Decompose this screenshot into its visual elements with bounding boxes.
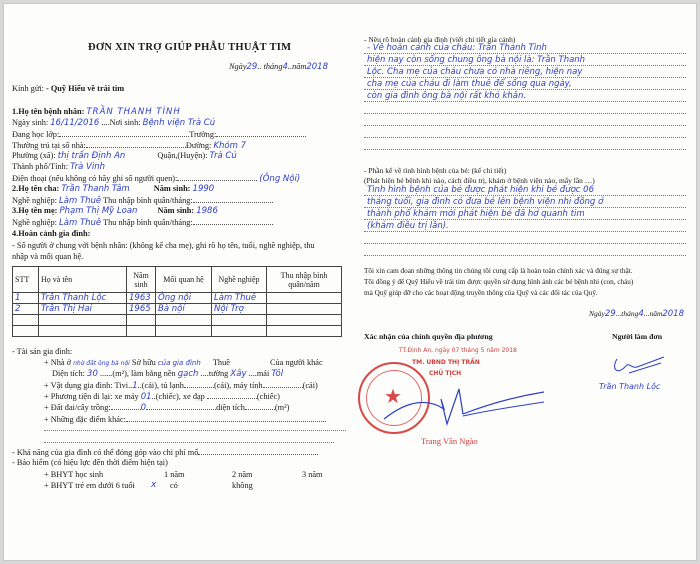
other-features-line — [44, 414, 326, 425]
motorbike-value: 01 — [140, 392, 152, 402]
circumstances-text-5: còn gia đình ông bà nội rất khó khăn. — [367, 91, 527, 101]
writing-line — [364, 65, 686, 66]
family-heading: 4.Hoàn cảnh gia đình: — [12, 229, 91, 238]
applicant-heading: Người làm đơn — [612, 332, 663, 341]
writing-line — [364, 219, 686, 220]
house-line — [44, 358, 323, 369]
circumstances-text-3: Lộc. Cha mẹ của cháu chưa có nhà riêng, hiện nay — [367, 67, 583, 77]
student-insurance-label: + BHYT học sinh — [44, 470, 104, 479]
cell-birth-year — [127, 315, 156, 326]
tv-label: + Vật dụng gia đình: Tivi — [44, 381, 129, 390]
circumstances-text-2: hiện nay còn sống chung ông bà nội là: Trần Thanh — [367, 55, 586, 65]
father-name-label: 2.Họ tên cha: — [12, 184, 60, 193]
col-relationship: Mối quan hệ — [156, 267, 212, 293]
ward-value: thị trấn Định An — [57, 151, 126, 161]
roof-value: Tôl — [271, 369, 284, 379]
land-line — [44, 402, 289, 413]
cell-relationship — [156, 315, 212, 326]
contribution-line — [12, 447, 318, 458]
cell-income — [267, 326, 342, 337]
scanned-document — [3, 3, 697, 561]
patient-name-value: TRẦN THANH TÌNH — [86, 107, 181, 117]
applicant-name: Trần Thanh Lộc — [599, 382, 661, 391]
left-page — [4, 4, 349, 560]
child-insurance-label: + BHYT trẻ em dưới 6 tuổi — [44, 481, 135, 490]
cell-occupation — [212, 326, 267, 337]
computer-label: (cái), máy tính — [213, 381, 263, 390]
blank-line — [44, 430, 346, 431]
mother-name-label: 3.Họ tên mẹ: — [12, 206, 58, 215]
motorbike-label: + Phương tiện đi lại: xe máy — [44, 392, 139, 401]
bicycle-label: (chiếc), xe đạp — [155, 392, 205, 401]
illness-text-3: thành phố khám mới phát hiện bé đã hở quanh tim — [367, 209, 585, 219]
document-title: ĐƠN XIN TRỢ GIÚP PHẪU THUẬT TIM — [88, 42, 292, 53]
father-birth-value: 1990 — [192, 184, 215, 194]
patient-address-line — [12, 140, 246, 151]
ward-label: Phường (xã): — [12, 151, 56, 160]
father-job-value: Làm Thuê — [59, 196, 102, 206]
dob-label: Ngày sinh: — [12, 118, 49, 127]
writing-line — [364, 137, 686, 138]
area-line: Diện tích: 30 ......(m²), làm bằng nền gạch ....tường Xây ....mái Tôl — [52, 369, 284, 379]
local-authority-heading: Xác nhận của chính quyền địa phương — [364, 332, 493, 341]
cell-stt — [13, 315, 39, 326]
cell-name: Trần Thanh Lộc — [39, 293, 127, 304]
cell-occupation — [212, 315, 267, 326]
area-value: 30 — [87, 369, 98, 379]
mother-line — [12, 206, 218, 216]
stamp-organization: TM. UBND THỊ TRẤN — [412, 359, 480, 366]
illness-sublabel: (Phát hiện bé bệnh khi nào, cách điều trị, khám ở bệnh viện nào, mấy lần …) — [364, 176, 595, 185]
col-name: Họ và tên — [39, 267, 127, 293]
patient-name-label: 1.Họ tên bệnh nhân: — [12, 107, 85, 116]
mother-job-value: Làm Thuê — [59, 218, 102, 228]
illness-text-2: tháng tuổi, gia đình có đưa bé lên bệnh viện nhi đồng ở — [367, 197, 604, 207]
area-unit: (m²), làm bằng nền — [112, 369, 176, 378]
house-type-value: nhờ đất ông bà nội — [73, 360, 130, 367]
writing-line — [364, 125, 686, 126]
land-value: 0 — [140, 403, 147, 413]
official-signature-icon — [379, 364, 549, 434]
cell-name — [39, 315, 127, 326]
sign-year-label: năm — [649, 309, 663, 318]
option-yes[interactable]: có — [170, 481, 178, 490]
declaration-line-3: mà Quỹ giúp đỡ cho các hoạt động truyền thông của Quỹ và các đối tác của Quỹ. — [364, 289, 598, 297]
option-3-years[interactable]: 3 năm — [302, 470, 323, 479]
sign-year-value: 2018 — [662, 309, 684, 319]
class-label: Đang học lớp: — [12, 130, 60, 139]
patient-name-line — [12, 107, 181, 117]
father-line — [12, 184, 214, 194]
illness-text-4: (khám điều trị lần). — [367, 221, 449, 231]
father-job-label: Nghề nghiệp: — [12, 196, 57, 205]
blank-line — [44, 442, 334, 443]
cell-occupation: Nội Trợ — [212, 304, 267, 315]
house-label: Thường trú tại số nhà: — [12, 141, 86, 150]
mother-birth-value: 1986 — [196, 206, 218, 216]
cell-birth-year: 1965 — [127, 304, 156, 315]
insurance-heading: - Bảo hiểm (có hiệu lực đến thời điểm hiện tại) — [12, 458, 168, 467]
district-value: Trà Cú — [209, 151, 237, 161]
wall-value: Xây — [230, 369, 247, 379]
stamp-date: TT.Định An, ngày 07 tháng 5 năm 2018 — [399, 347, 517, 354]
wall-label: tường — [208, 369, 229, 378]
applicant-signature-icon — [609, 351, 669, 379]
cell-stt: 1 — [13, 293, 39, 304]
land-area-label: diện tích — [216, 403, 245, 412]
star-icon: ★ — [384, 386, 402, 408]
option-1-year[interactable]: 1 năm — [164, 470, 185, 479]
patient-phone-line — [12, 173, 300, 184]
writing-line — [364, 101, 686, 102]
writing-line — [364, 243, 686, 244]
recipient-value: - Quỹ Hiểu về trái tim — [46, 84, 125, 93]
contribution-label: - Khả năng của gia đình có thể đóng góp vào chi phí mổ — [12, 448, 199, 457]
cell-birth-year: 1963 — [127, 293, 156, 304]
cell-relationship — [156, 326, 212, 337]
patient-class-line — [12, 129, 306, 140]
mother-job-line — [12, 217, 273, 228]
recipient-label: Kính gửi: — [12, 84, 44, 93]
area-label: Diện tích: — [52, 369, 85, 378]
stamp-title: CHỦ TỊCH — [429, 370, 462, 377]
other-features-label: + Những đặc điểm khác: — [44, 415, 126, 424]
circumstances-text-4: cha mẹ của cháu đi làm thuê để sống qua ngày, — [367, 79, 572, 89]
land-area-unit: (m²) — [274, 403, 290, 412]
household-table — [12, 266, 342, 337]
sign-day-value: 29 — [604, 309, 616, 319]
sign-month-value: 4 — [638, 309, 644, 319]
city-label: Thành phố/Tỉnh: — [12, 162, 68, 171]
street-value: Khóm 7 — [213, 141, 246, 151]
col-birth-year: Năm sinh — [127, 267, 156, 293]
cell-relationship: Ông nội — [156, 293, 212, 304]
patient-city-line — [12, 162, 105, 172]
official-name: Trang Văn Ngào — [421, 436, 478, 446]
date-month-value: 4 — [282, 62, 288, 72]
date-year-value: 2018 — [306, 62, 328, 72]
other-owner-label: Của người khác — [270, 358, 323, 367]
cell-birth-year — [127, 326, 156, 337]
recipient-line — [12, 84, 124, 94]
declaration-line-2: Tôi đồng ý để Quỹ Hiểu về trái tim được quyền sử dụng hình ảnh các bé bệnh nhi (con, cháu) — [364, 278, 634, 286]
cell-relationship: Bà nội — [156, 304, 212, 315]
father-income-label: Thu nhập bình quân/tháng: — [103, 196, 193, 205]
table-header-row — [13, 267, 342, 293]
header-date: Ngày29.. tháng4..năm2018 — [229, 62, 328, 72]
transport-line: + Phương tiện đi lại: xe máy 01..(chiếc), xe đạp (chiếc) — [44, 392, 280, 402]
option-no[interactable]: không — [232, 481, 253, 490]
date-month-label: tháng — [263, 62, 283, 71]
family-intro-1: - Số người ở chung với bệnh nhân: (không kể cha mẹ), ghi rõ họ tên, tuổi, nghề nghiệp, thu — [12, 241, 315, 250]
writing-line — [364, 89, 686, 90]
declaration-line-1: Tôi xin cam đoan những thông tin chúng tôi cung cấp là hoàn toàn chính xác và đúng sự thật. — [364, 267, 633, 275]
cell-income — [267, 315, 342, 326]
circumstances-label: - Nêu rõ hoàn cảnh gia đình (viết chi tiết gia cảnh) — [364, 35, 516, 44]
household-items-line: + Vật dụng gia đình: Tivi..1..(cái), tủ lạnh (cái), máy tính (cái) — [44, 381, 318, 391]
writing-line — [364, 231, 686, 232]
checkmark-icon: x — [151, 480, 157, 490]
option-2-years[interactable]: 2 năm — [232, 470, 253, 479]
patient-dob-line: Ngày sinh: 16/11/2016 ....Nơi sinh: Bệnh viện Trà Cú — [12, 118, 216, 128]
cell-stt — [13, 326, 39, 337]
city-value: Trà Vinh — [70, 162, 105, 172]
owned-value: của gia đình — [157, 359, 201, 367]
sign-day-label: Ngày — [589, 309, 605, 318]
patient-ward-line — [12, 151, 237, 161]
bicycle-unit: (chiếc) — [256, 392, 280, 401]
col-income: Thu nhập bình quân/năm — [267, 267, 342, 293]
floor-value: gạch — [177, 369, 199, 379]
pob-label: Nơi sinh: — [109, 118, 141, 127]
table-row — [13, 304, 342, 315]
mother-name-value: Phạm Thị Mỹ Loan — [59, 206, 138, 216]
col-stt: STT — [13, 267, 39, 293]
father-job-line — [12, 195, 273, 206]
mother-birth-label: Năm sinh: — [157, 206, 195, 215]
phone-value: (Ông Nội) — [259, 174, 301, 184]
illness-text-1: Tình hình bệnh của bé được phát hiện khi bé được 06 — [367, 185, 594, 195]
table-row — [13, 293, 342, 304]
cell-stt: 2 — [13, 304, 39, 315]
cell-income — [267, 293, 342, 304]
phone-label: Điện thoại (nếu không có hãy ghi số người quen): — [12, 174, 178, 183]
illness-label: - Phần kể về tình hình bệnh của bé: (kể chi tiết) — [364, 166, 507, 175]
roof-label: mái — [256, 369, 270, 378]
pob-value: Bệnh viện Trà Cú — [142, 118, 216, 128]
mother-income-label: Thu nhập bình quân/tháng: — [103, 218, 193, 227]
father-name-value: Trần Thanh Tâm — [61, 184, 130, 194]
owned-label: Sở hữu — [131, 358, 156, 367]
writing-line — [364, 195, 686, 196]
signing-date: Ngày29...tháng4...năm2018 — [589, 309, 684, 319]
family-intro-2: nhập và mối quan hệ. — [12, 252, 84, 261]
writing-line — [364, 207, 686, 208]
land-label: + Đất đai/cây trồng: — [44, 403, 111, 412]
dob-value: 16/11/2016 — [50, 118, 100, 128]
cell-name — [39, 326, 127, 337]
circumstances-text-1: - Về hoàn cảnh của cháu: Trần Thanh Tình — [367, 43, 547, 53]
student-insurance-line — [44, 470, 103, 480]
writing-line — [364, 113, 686, 114]
school-label: Trường: — [189, 130, 217, 139]
sign-month-label: tháng — [621, 309, 639, 318]
date-day-label: Ngày — [229, 62, 247, 71]
right-page — [349, 4, 698, 560]
table-row — [13, 326, 342, 337]
table-row — [13, 315, 342, 326]
col-occupation: Nghề nghiệp — [212, 267, 267, 293]
date-day-value: 29 — [246, 62, 258, 72]
writing-line — [364, 149, 686, 150]
writing-line — [364, 53, 686, 54]
tv-value: 1 — [132, 381, 138, 391]
assets-heading: - Tài sản gia đình: — [12, 347, 73, 356]
computer-unit: (cái) — [302, 381, 318, 390]
writing-line — [364, 77, 686, 78]
mother-job-label: Nghề nghiệp: — [12, 218, 57, 227]
date-year-label: năm — [292, 62, 307, 71]
cell-income — [267, 304, 342, 315]
writing-line — [364, 255, 686, 256]
district-label: Quận,(Huyện): — [157, 151, 208, 160]
cell-occupation: Làm Thuê — [212, 293, 267, 304]
house-type-label: + Nhà ở — [44, 358, 72, 367]
father-birth-label: Năm sinh: — [153, 184, 191, 193]
street-label: Đường: — [185, 141, 212, 150]
cell-name: Trần Thị Hai — [39, 304, 127, 315]
fridge-label: (cái), tủ lạnh — [141, 381, 184, 390]
rent-label: Thuê — [212, 358, 230, 367]
